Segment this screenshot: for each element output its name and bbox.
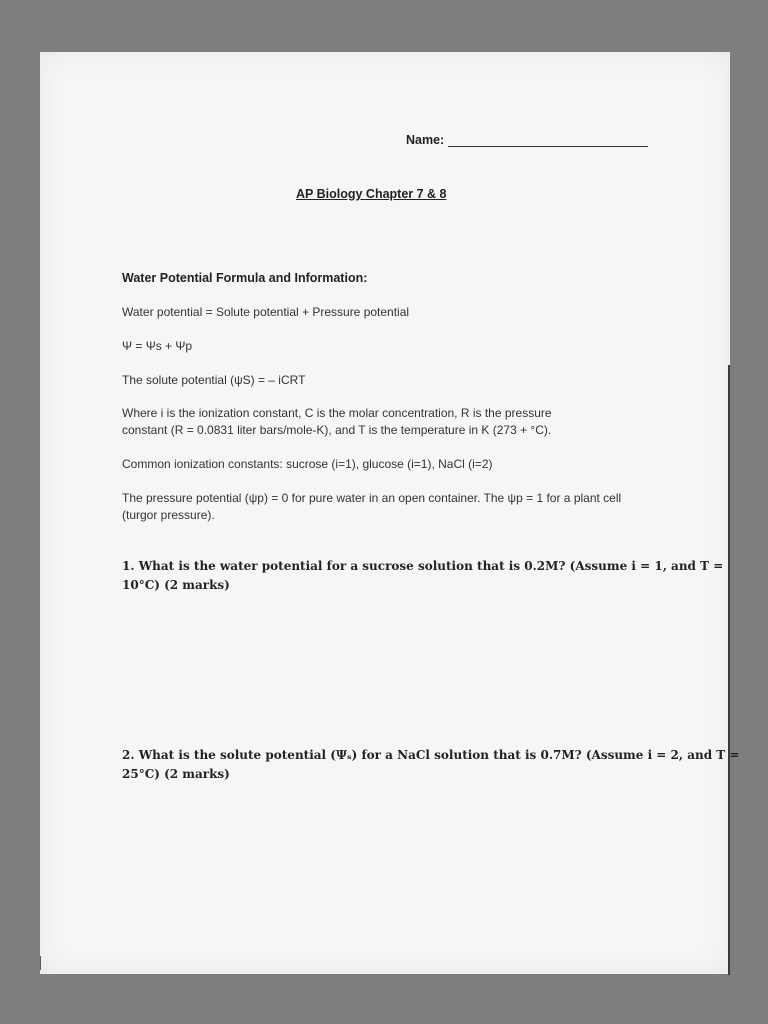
paper-edge-shadow <box>728 365 730 975</box>
name-label: Name: <box>406 133 445 147</box>
solute-potential-formula: The solute potential (ψS) = – iCRT <box>122 373 306 387</box>
info-heading: Water Potential Formula and Information: <box>122 271 368 285</box>
question-1-line-1: 1. What is the water potential for a sucrose solution that is 0.2M? (Assume i = 1, and T = <box>122 559 724 573</box>
pressure-potential-line-2: (turgor pressure). <box>122 508 215 522</box>
page-title: AP Biology Chapter 7 & 8 <box>296 187 447 201</box>
name-field <box>406 133 648 147</box>
question-1-line-2: 10°C) (2 marks) <box>122 578 230 592</box>
ionization-constants: Common ionization constants: sucrose (i=1), glucose (i=1), NaCl (i=2) <box>122 457 493 471</box>
water-potential-definition: Water potential = Solute potential + Pressure potential <box>122 305 410 319</box>
name-blank-line <box>448 134 648 147</box>
question-2-line-2: 25°C) (2 marks) <box>122 767 230 781</box>
pressure-potential-line-1: The pressure potential (ψp) = 0 for pure water in an open container. The ψp = 1 for a plant cell <box>122 491 622 505</box>
water-potential-formula: Ψ = Ψs + Ψp <box>122 339 193 353</box>
question-2-line-1: 2. What is the solute potential (Ψₛ) for a NaCl solution that is 0.7M? (Assume i = 2, and T = <box>122 748 740 762</box>
variables-line-2: constant (R = 0.0831 liter bars/mole-K), and T is the temperature in K (273 + °C). <box>122 423 552 437</box>
variables-line-1: Where i is the ionization constant, C is the molar concentration, R is the pressure <box>122 406 552 420</box>
scan-mark <box>40 956 41 970</box>
